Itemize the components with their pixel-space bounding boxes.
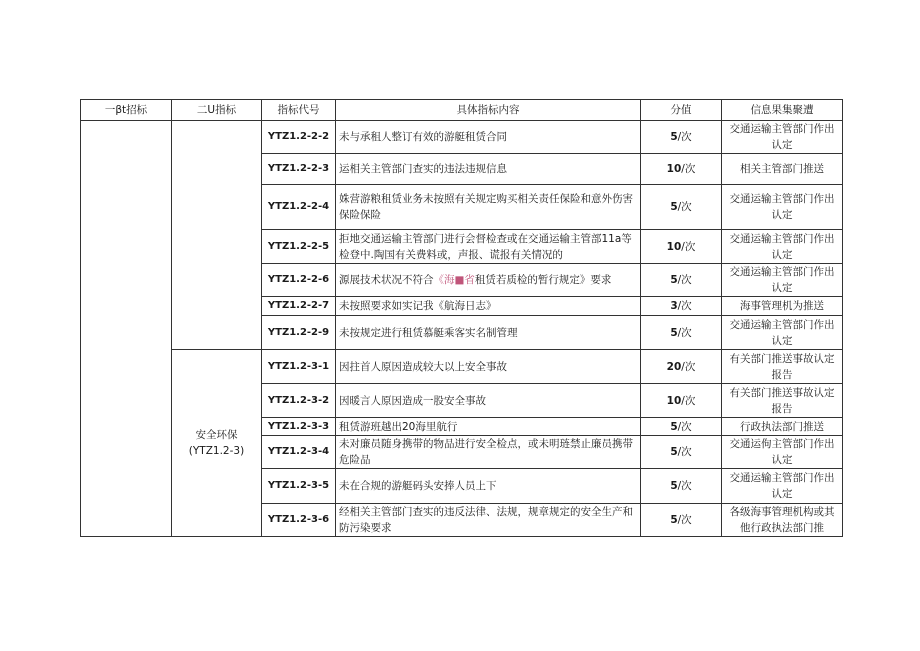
indicator-content: 拒地交通运输主管部门进行会督检查或在交通运输主管部11a等检登中.陶国有关费料或，声报、谎报有关情况的 — [336, 230, 641, 264]
header-code: 指标代号 — [262, 100, 336, 121]
header-level2: 二U指标 — [172, 100, 262, 121]
indicator-code: YTZ1.2-3-4 — [262, 436, 336, 469]
score-value: 5 — [670, 420, 678, 433]
score-value: 5 — [670, 514, 678, 526]
score-cell — [641, 469, 722, 504]
score-value: 5 — [670, 274, 678, 286]
score-value: 5 — [670, 326, 678, 339]
table-row — [81, 350, 843, 384]
score-cell — [641, 436, 722, 469]
info-source: 海事管理机为推送 — [722, 297, 843, 316]
indicator-content: 因暖言人原因造成一股安全事故 — [336, 384, 641, 418]
score-value: 20 — [666, 360, 682, 373]
score-unit: /次 — [677, 300, 692, 312]
highlighted-regulation-text: 《海■省 — [433, 274, 475, 286]
indicator-code: YTZ1.2-2-7 — [262, 297, 336, 316]
indicator-code: YTZ1.2-2-4 — [262, 185, 336, 230]
indicator-code: YTZ1.2-2-2 — [262, 121, 336, 154]
score-value: 10 — [666, 394, 682, 407]
score-unit: /次 — [677, 326, 692, 339]
score-unit: /次 — [677, 420, 692, 433]
header-content: 具体指标内容 — [336, 100, 641, 121]
level2-safety: 安全环保(YTZ1.2-3) — [172, 350, 262, 537]
score-unit: /次 — [677, 274, 692, 286]
score-unit: /次 — [681, 394, 696, 407]
header-score: 分值 — [641, 100, 722, 121]
indicator-content: 未对廉员随身携带的物品进行安全检点，或未明琏禁止廉员携带危险品 — [336, 436, 641, 469]
score-cell — [641, 350, 722, 384]
info-source: 相关主管部门推送 — [722, 154, 843, 185]
info-source: 交通运输主管部门作出认定 — [722, 316, 843, 350]
score-cell — [641, 185, 722, 230]
indicator-content: 因拄首人原因造成较大以上安全事故 — [336, 350, 641, 384]
indicator-content: 运相关主管部门查实的违法违规信息 — [336, 154, 641, 185]
score-unit: /次 — [677, 446, 692, 458]
score-cell — [641, 316, 722, 350]
score-value: 10 — [666, 240, 682, 253]
indicator-code: YTZ1.2-3-2 — [262, 384, 336, 418]
score-cell — [641, 384, 722, 418]
score-value: 10 — [666, 163, 682, 175]
level1-cell — [81, 121, 172, 537]
info-source: 交通运佝主管部门作出认定 — [722, 436, 843, 469]
indicator-table-sheet — [80, 99, 842, 537]
score-cell — [641, 154, 722, 185]
info-source: 交通运输主管部门作出认定 — [722, 121, 843, 154]
content-text-pre: 源展技术状况不符合 — [339, 274, 434, 286]
score-cell — [641, 121, 722, 154]
indicator-content — [336, 264, 641, 297]
score-value: 5 — [670, 201, 678, 213]
header-level1: 一βt招标 — [81, 100, 172, 121]
indicator-code: YTZ1.2-2-9 — [262, 316, 336, 350]
info-source: 交通运输主管部门作出认定 — [722, 185, 843, 230]
score-cell — [641, 504, 722, 537]
info-source: 有关部门推送事故认定报告 — [722, 350, 843, 384]
info-source: 行政执法部门推送 — [722, 418, 843, 436]
indicator-code: YTZ1.2-3-6 — [262, 504, 336, 537]
header-row — [81, 100, 843, 121]
score-unit: /次 — [677, 514, 692, 526]
score-unit: /次 — [681, 240, 696, 253]
score-unit: /次 — [677, 201, 692, 213]
indicator-code: YTZ1.2-3-5 — [262, 469, 336, 504]
score-cell — [641, 297, 722, 316]
indicator-content: 未与承租人整订有效的游艇租赁合同 — [336, 121, 641, 154]
score-value: 5 — [670, 480, 678, 492]
table-row — [81, 121, 843, 154]
score-value: 5 — [670, 446, 678, 458]
score-unit: /次 — [681, 163, 696, 175]
score-unit: /次 — [677, 480, 692, 492]
header-source: 信息果集聚遭 — [722, 100, 843, 121]
score-cell — [641, 418, 722, 436]
indicator-code: YTZ1.2-2-3 — [262, 154, 336, 185]
score-unit: /次 — [677, 131, 692, 143]
indicator-code: YTZ1.2-2-5 — [262, 230, 336, 264]
indicator-content: 未按规定进行租赁慕艇乘客实名制管理 — [336, 316, 641, 350]
score-value: 3 — [670, 300, 678, 312]
info-source: 有关部门推送事故认定报告 — [722, 384, 843, 418]
info-source: 交通运输主管部门作出认定 — [722, 230, 843, 264]
indicator-table — [80, 99, 843, 537]
score-cell — [641, 230, 722, 264]
indicator-content: 未按照要求如实记我《航海日志》 — [336, 297, 641, 316]
indicator-code: YTZ1.2-3-1 — [262, 350, 336, 384]
info-source: 各级海事管理机构或其他行政执法部门推 — [722, 504, 843, 537]
indicator-content: 姝营游粮租赁业务未按照有关规定购买相关责任保险和意外伤害保险保险 — [336, 185, 641, 230]
info-source: 交通运输主管部门作出认定 — [722, 469, 843, 504]
score-value: 5 — [670, 131, 678, 143]
indicator-code: YTZ1.2-2-6 — [262, 264, 336, 297]
indicator-content: 未在合规的游艇码头安捧人员上下 — [336, 469, 641, 504]
indicator-content: 经相关主管部门查实的违反法律、法规，规章规定的安全生产和防污染要求 — [336, 504, 641, 537]
score-cell — [641, 264, 722, 297]
score-unit: /次 — [681, 360, 696, 373]
indicator-code: YTZ1.2-3-3 — [262, 418, 336, 436]
level2-cell-operation — [172, 121, 262, 350]
info-source: 交通运输主管部门作出认定 — [722, 264, 843, 297]
indicator-content: 租赁游班越出20海里航行 — [336, 418, 641, 436]
content-text-post: 租赁若质检的暂行规定》要求 — [474, 274, 612, 286]
